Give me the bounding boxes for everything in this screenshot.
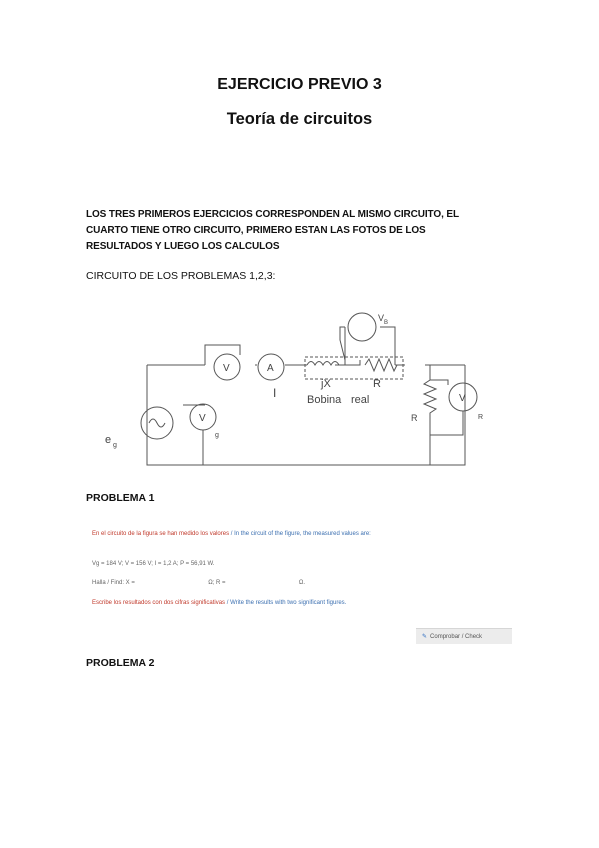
instruction-en: / Write the results with two significant figures. <box>226 600 347 606</box>
intro-line: CUARTO TIENE OTRO CIRCUITO, PRIMERO ESTAN LAS FOTOS DE LOS <box>86 225 426 236</box>
find-label: Halla / Find: X = <box>92 580 135 586</box>
instruction-es: Escribe los resultados con dos cifras significativas <box>92 600 226 606</box>
label-current: I <box>273 386 277 400</box>
measured-values: Vg = 184 V; V = 156 V; I = 1,2 A; P = 56,91 W. <box>92 561 215 567</box>
wire-vb-right <box>380 327 395 365</box>
label-bobina: Bobina <box>307 394 342 406</box>
check-button-label: Comprobar / Check <box>430 634 483 640</box>
r-label: Ω; R = <box>208 580 226 586</box>
intro-line: RESULTADOS Y LUEGO LOS CALCULOS <box>86 241 280 252</box>
circuit-diagram <box>95 305 485 475</box>
intro-paragraph <box>86 207 516 255</box>
wire-vb-left <box>340 327 345 360</box>
label-source-sub: g <box>113 442 117 449</box>
problem1-screenshot <box>86 524 516 644</box>
label-meter-a: A <box>267 363 274 374</box>
document-subtitle: Teoría de circuitos <box>226 110 373 128</box>
circuit-caption: CIRCUITO DE LOS PROBLEMAS 1,2,3: <box>86 270 276 282</box>
label-vr: V <box>459 393 466 404</box>
problem2-title: PROBLEMA 2 <box>86 657 155 669</box>
label-jx: jX <box>321 378 331 390</box>
label-vr-sub: R <box>478 414 484 421</box>
label-meter-v: V <box>223 363 230 374</box>
check-button[interactable] <box>416 628 512 644</box>
inductor-jx <box>307 362 339 366</box>
label-vg-sub: g <box>215 432 219 439</box>
statement-es: En el circuito de la figura se han medido los valores <box>92 531 230 537</box>
problem1-title: PROBLEMA 1 <box>86 492 155 504</box>
label-r-load: R <box>411 413 418 423</box>
intro-line: LOS TRES PRIMEROS EJERCICIOS CORRESPONDEN AL MISMO CIRCUITO, EL <box>86 209 460 220</box>
source-sine <box>149 419 165 427</box>
label-r: R <box>373 378 381 390</box>
label-source: e <box>105 434 112 446</box>
label-real: real <box>351 394 370 406</box>
voltmeter-vb <box>348 313 376 341</box>
unit-label: Ω. <box>298 580 306 586</box>
label-vg: V <box>199 413 206 424</box>
document-title: EJERCICIO PREVIO 3 <box>217 76 382 93</box>
label-vb-sub: B <box>384 320 389 326</box>
check-icon: ✎ <box>422 634 428 640</box>
label-vb: V <box>378 313 385 323</box>
statement-en: / In the circuit of the figure, the measured values are: <box>230 531 371 537</box>
resistor-r <box>365 359 397 371</box>
